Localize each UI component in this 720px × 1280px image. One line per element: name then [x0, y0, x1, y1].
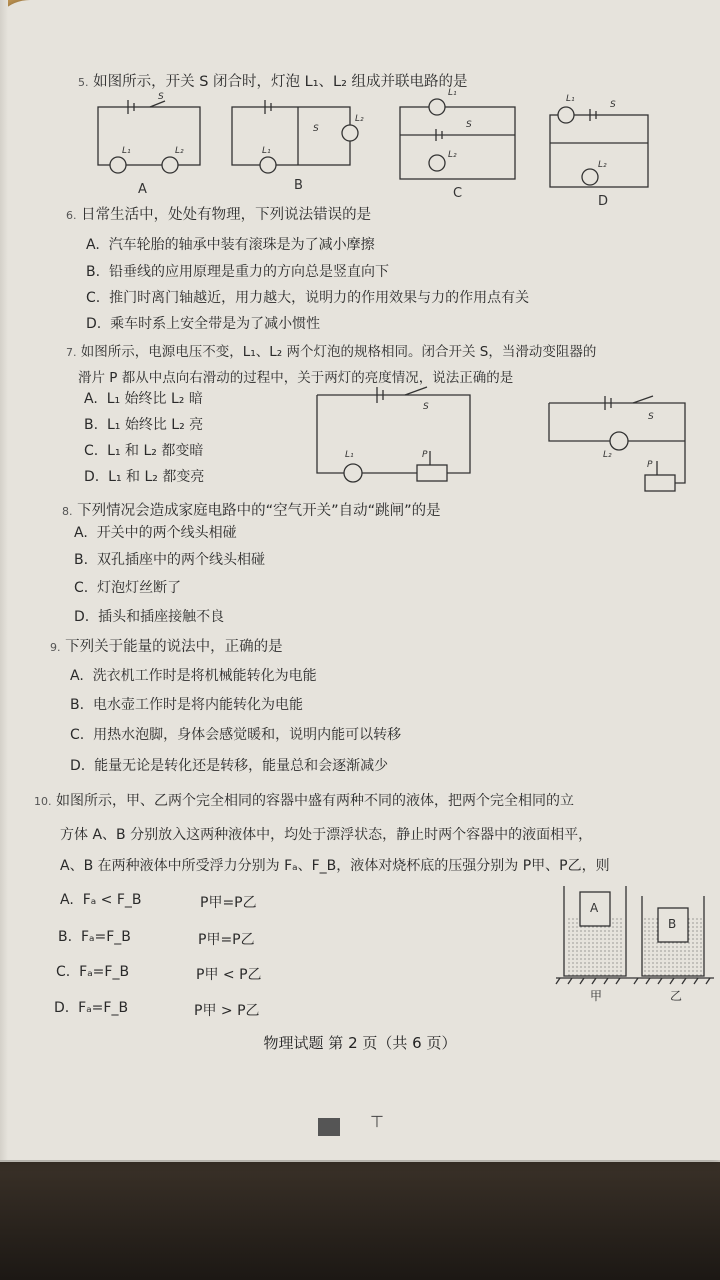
q5-label-a: A: [138, 182, 147, 197]
q10-number: 10.: [34, 795, 52, 808]
q8-number: 8.: [62, 505, 73, 518]
q5-a-s-label: S: [158, 92, 164, 102]
q9-option-letter: A.: [70, 668, 84, 684]
q6: [66, 203, 371, 224]
q8-option-text: 双孔插座中的两个线头相碰: [96, 552, 265, 568]
q7-option-text: L₁ 和 L₂ 都变亮: [108, 469, 205, 485]
q10-containers-figure: [548, 878, 718, 1003]
q10-option-letter: A.: [60, 892, 74, 908]
q7-option-letter: C.: [84, 443, 99, 459]
q7-option-text: L₁ 始终比 L₂ 亮: [106, 417, 204, 433]
q8-option-text: 灯泡灯丝断了: [97, 580, 182, 596]
q8-option: [74, 577, 181, 597]
q10-cube-a-label: A: [590, 901, 599, 915]
q7-option: [84, 388, 203, 408]
q5-label-b: B: [294, 178, 303, 193]
q7-circuit-2: [545, 395, 695, 495]
q6-option-letter: A.: [86, 237, 100, 253]
q6-option-text: 汽车轮胎的轴承中装有滚珠是为了减小摩擦: [108, 237, 375, 253]
binding-mark: [318, 1118, 340, 1136]
q7-stem-line2: 滑片 P 都从中点向右滑动的过程中，关于两灯的亮度情况，说法正确的是: [78, 370, 514, 386]
q10-option-letter: D.: [54, 1000, 70, 1016]
q5-d-s-label: S: [610, 100, 616, 110]
q5-d-l1-label: L₁: [566, 94, 575, 104]
q9-option: [70, 665, 317, 685]
q8-option: [74, 606, 224, 626]
q7-circuit-1: [305, 385, 485, 495]
q10-option: [54, 1000, 128, 1016]
q7-option-text: L₁ 和 L₂ 都变暗: [107, 443, 204, 459]
q7-number: 7.: [66, 346, 77, 359]
q10-option-f: Fₐ=F_B: [78, 1000, 129, 1016]
q9-option-text: 洗衣机工作时是将机械能转化为电能: [92, 668, 317, 684]
q8-option-letter: D.: [74, 609, 90, 625]
q8-option-letter: A.: [74, 525, 88, 541]
q8-stem: 下列情况会造成家庭电路中的“空气开关”自动“跳闸”的是: [77, 503, 441, 519]
q5-a-l1-label: L₁: [122, 146, 131, 156]
q9-option-text: 电水壶工作时是将内能转化为电能: [92, 697, 303, 713]
q5-c-s-label: S: [466, 120, 472, 130]
floor-background: [0, 1160, 720, 1280]
q7-option-letter: D.: [84, 469, 100, 485]
q7-c2-p-label: P: [647, 460, 653, 470]
q10-option-f: Fₐ=F_B: [79, 964, 130, 980]
q7-c1-p-label: P: [422, 450, 428, 460]
q5-a-l2-label: L₂: [175, 146, 184, 156]
q5-b-l2-label: L₂: [355, 114, 364, 124]
q10-stem1: 如图所示，甲、乙两个完全相同的容器中盛有两种不同的液体，把两个完全相同的立: [55, 793, 574, 809]
q10-stem-line3: A、B 在两种液体中所受浮力分别为 Fₐ、F_B，液体对烧杯底的压强分别为 P甲、P乙，则: [60, 858, 610, 874]
q10-stem-line1: [34, 790, 574, 810]
q10-cube-b-label: B: [668, 917, 677, 931]
q5-b-s-label: S: [313, 124, 319, 134]
q5-b-l1-label: L₁: [262, 146, 271, 156]
q6-option-text: 铅垂线的应用原理是重力的方向总是竖直向下: [108, 264, 389, 280]
q9-option: [70, 755, 388, 775]
q10-option-p: P甲=P乙: [198, 932, 255, 948]
q5-label-d: D: [598, 194, 609, 209]
q7-option-letter: A.: [84, 391, 98, 407]
q5-label-c: C: [453, 186, 463, 201]
q8-option: [74, 522, 237, 542]
q10-container-yi-label: 乙: [670, 989, 683, 1003]
q6-option-letter: D.: [86, 316, 102, 332]
q9-option-letter: B.: [70, 697, 85, 713]
q5-stem: 如图所示，开关 S 闭合时，灯泡 L₁、L₂ 组成并联电路的是: [93, 74, 468, 90]
q5-d-l2-label: L₂: [598, 160, 607, 170]
q8: [62, 499, 441, 520]
q10-option-letter: B.: [58, 929, 73, 945]
q6-option: [86, 261, 389, 281]
q5-figures: [0, 85, 720, 215]
q10-option-p: P甲=P乙: [200, 895, 257, 911]
q7-option: [84, 440, 203, 460]
q9-option: [70, 694, 303, 714]
q7-option: [84, 414, 203, 434]
q9-number: 9.: [50, 641, 61, 654]
q8-option-text: 插头和插座接触不良: [98, 609, 225, 625]
q7-stem1: 如图所示，电源电压不变，L₁、L₂ 两个灯泡的规格相同。闭合开关 S，当滑动变阻器的: [80, 344, 597, 360]
q6-option: [86, 313, 320, 333]
q7-c2-s-label: S: [648, 412, 654, 422]
q7-c1-s-label: S: [423, 402, 429, 412]
q6-number: 6.: [66, 209, 77, 222]
q6-option: [86, 234, 375, 254]
q10-option-p: P甲 > P乙: [194, 1003, 260, 1019]
q10-option: [58, 929, 131, 945]
q10-option-f: Fₐ=F_B: [80, 929, 131, 945]
q10-option-p: P甲 < P乙: [196, 967, 262, 983]
q9-option-text: 用热水泡脚，身体会感觉暖和，说明内能可以转移: [93, 727, 402, 743]
q6-option-letter: B.: [86, 264, 101, 280]
q6-option-text: 乘车时系上安全带是为了减小惯性: [110, 316, 321, 332]
q9-stem: 下列关于能量的说法中，正确的是: [65, 639, 283, 655]
q7-option: [84, 466, 204, 486]
q7-stem-line1: [66, 340, 596, 360]
q9: [50, 635, 283, 656]
q6-stem: 日常生活中，处处有物理，下列说法错误的是: [81, 207, 372, 223]
q10-container-jia-label: 甲: [590, 989, 603, 1003]
binding-tick: ⊤: [370, 1112, 384, 1131]
q7-option-letter: B.: [84, 417, 99, 433]
page-footer: 物理试题 第 2 页（共 6 页）: [263, 1034, 457, 1052]
q5-c-l1-label: L₁: [448, 88, 457, 98]
q10-stem-line2: 方体 A、B 分别放入这两种液体中，均处于漂浮状态，静止时两个容器中的液面相平，: [60, 827, 593, 843]
q8-option: [74, 549, 265, 569]
q7-c2-l2-label: L₂: [603, 450, 612, 460]
q10-option: [56, 964, 129, 980]
q5-c-l2-label: L₂: [448, 150, 457, 160]
q6-option-text: 推门时离门轴越近，用力越大，说明力的作用效果与力的作用点有关: [109, 290, 530, 306]
q10-option-f: Fₐ < F_B: [82, 892, 142, 908]
q7-option-text: L₁ 始终比 L₂ 暗: [106, 391, 203, 407]
q10-option: [60, 892, 142, 908]
q9-option-letter: C.: [70, 727, 85, 743]
q5-number: 5.: [78, 76, 89, 89]
q7-c1-l1-label: L₁: [345, 450, 354, 460]
q9-option-text: 能量无论是转化还是转移，能量总和会逐渐减少: [94, 758, 389, 774]
q6-option: [86, 287, 529, 307]
q8-option-text: 开关中的两个线头相碰: [96, 525, 237, 541]
q8-option-letter: B.: [74, 552, 89, 568]
q6-option-letter: C.: [86, 290, 101, 306]
q9-option: [70, 724, 401, 744]
q10-option-letter: C.: [56, 964, 71, 980]
q8-option-letter: C.: [74, 580, 89, 596]
q9-option-letter: D.: [70, 758, 86, 774]
